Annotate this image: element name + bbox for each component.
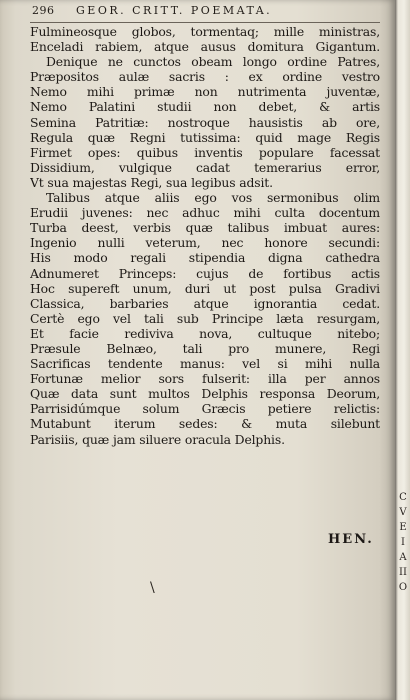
header-rule <box>30 22 380 23</box>
page-number: 296 <box>32 4 55 17</box>
verse-line: Præpositos aulæ sacris : ex ordine vestro <box>30 69 380 85</box>
verse-line: Fulmineosque globos, tormentaq; mille ministras, <box>30 24 380 39</box>
verse-line: Nemo Palatini studii non debet, & artis <box>30 99 380 115</box>
adjacent-page-letters <box>397 490 409 595</box>
verse-line: Parrisidúmque solum Græcis petiere relictis: <box>30 401 380 417</box>
verse-line: Præsule Belnæo, tali pro munere, Regi <box>30 340 380 356</box>
verse-line: Et facie rediviva nova, cultuque nitebo; <box>30 325 380 341</box>
verse-line: Vt sua majestas Regi, sua legibus adsit. <box>30 174 273 190</box>
verse-line: Hoc supereft unum, duri ut post pulsa Gradivi <box>30 280 380 296</box>
verse-line: Adnumeret Princeps: cujus de fortibus actis <box>30 265 380 281</box>
verse-line: Firmet opes: quibus inventis populare facessat <box>30 144 380 160</box>
page-mark: \ <box>150 580 155 596</box>
edge-letter: E <box>399 522 407 533</box>
verse-line: Regula quæ Regni tutissima: quid mage Regis <box>30 129 380 145</box>
verse-line: Dissidium, vulgique cadat temerarius error, <box>30 159 380 175</box>
verse-line: Parisiis, quæ jam siluere oracula Delphis. <box>30 431 285 447</box>
edge-letter: O <box>398 582 408 593</box>
verse-line: Sacrificas tendente manus: vel si mihi nulla <box>30 356 380 372</box>
verse-line: Fortunæ melior sors fulserit: illa per annos <box>30 371 380 387</box>
running-head: GEOR. CRITT. POEMATA. <box>76 4 273 17</box>
poem-text <box>30 24 380 447</box>
adjacent-page-edge <box>395 0 410 700</box>
verse-line: Enceladi rabiem, atque ausus domitura Gigantum. <box>30 39 380 55</box>
edge-letter: II <box>399 567 407 578</box>
verse-line: Denique ne cunctos obeam longo ordine Patres, <box>46 54 380 70</box>
catchword: HEN. <box>328 532 374 547</box>
edge-letter: C <box>399 492 407 503</box>
page-header <box>32 4 384 22</box>
verse-line: Classica, barbaries atque ignorantia cedat. <box>30 295 380 311</box>
verse-line: Quæ data sunt multos Delphis responsa Deorum, <box>30 386 380 402</box>
verse-line: Nemo mihi primæ non nutrimenta juventæ, <box>30 84 380 100</box>
edge-letter: V <box>399 507 407 518</box>
verse-line: Certè ego vel tali sub Principe læta resurgam, <box>30 310 380 326</box>
verse-line: Semina Patritiæ: nostroque hausistis ab ore, <box>30 114 380 130</box>
verse-line: His modo regali stipendia digna cathedra <box>30 250 380 266</box>
verse-line: Mutabunt iterum sedes: & muta silebunt <box>30 416 380 432</box>
verse-line: Talibus atque aliis ego vos sermonibus olim <box>46 190 380 206</box>
edge-letter: I <box>401 537 405 548</box>
verse-line: Turba deest, verbis quæ talibus imbuat aures: <box>30 220 380 236</box>
verse-line: Ingenio nulli veterum, nec honore secundi: <box>30 235 380 251</box>
edge-letter: A <box>399 552 407 563</box>
verse-line: Erudii juvenes: nec adhuc mihi culta docentum <box>30 205 380 221</box>
